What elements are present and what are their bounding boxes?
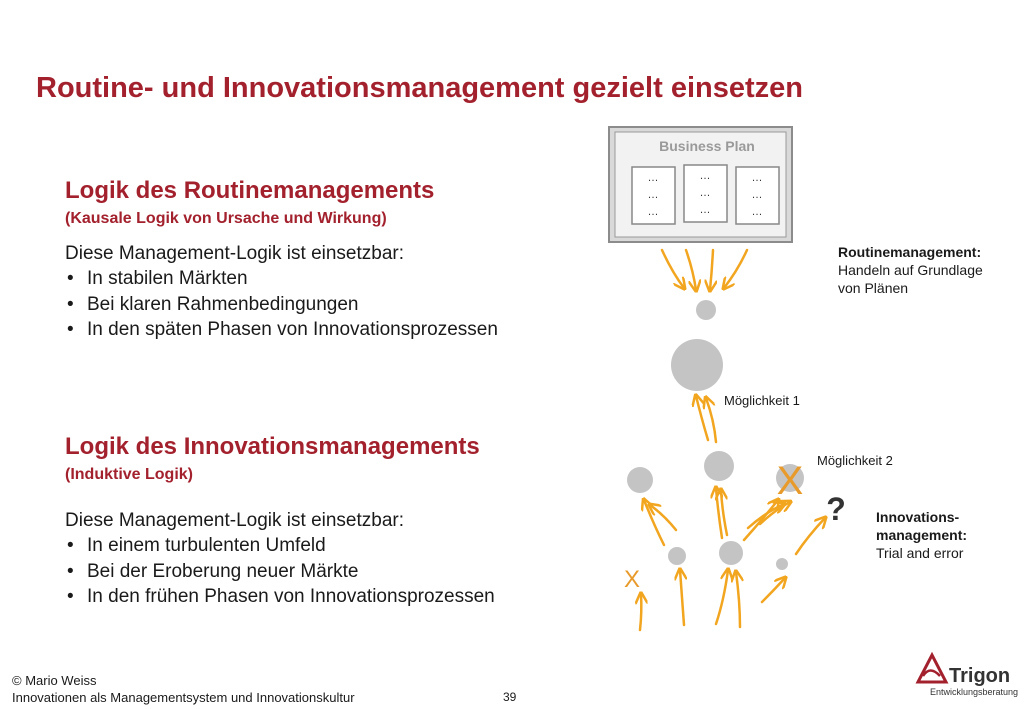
list-item: • Bei klaren Rahmenbedingungen	[65, 292, 498, 318]
innovation-bullet-list	[65, 533, 495, 610]
routine-bullet-list	[65, 266, 498, 343]
circle-center	[704, 451, 734, 481]
plan-cell: …	[751, 189, 763, 201]
plan-cell: …	[647, 172, 659, 184]
page-number: 39	[503, 690, 517, 704]
innovation-label-line: Trial and error	[876, 545, 964, 561]
question-mark: ?	[826, 491, 846, 527]
business-plan-title: Business Plan	[659, 138, 755, 154]
trigon-logo-name: Trigon	[949, 665, 1011, 687]
list-item: • In einem turbulenten Umfeld	[65, 533, 495, 559]
routine-arrows	[662, 250, 747, 290]
trigon-logo-icon	[918, 655, 946, 682]
innovation-label-title: Innovations-	[876, 509, 960, 525]
cross-mark-option-2: X	[776, 459, 804, 503]
routine-label-title: Routinemanagement:	[838, 244, 982, 260]
routine-section	[65, 177, 498, 343]
innovation-intro: Diese Management-Logik ist einsetzbar:	[65, 510, 405, 531]
plan-cell: …	[751, 172, 763, 184]
innovation-label	[876, 508, 967, 562]
trigon-logo-tagline: Entwicklungsberatung	[930, 687, 1019, 697]
list-item: • Bei der Eroberung neuer Märkte	[65, 559, 495, 585]
innovation-label-title: management:	[876, 527, 968, 543]
list-item: • In stabilen Märkten	[65, 266, 498, 292]
cross-mark-bottom: X	[623, 566, 641, 593]
list-item: • In den späten Phasen von Innovationsprozessen	[65, 317, 498, 343]
innovation-section	[65, 433, 495, 610]
circle-tiny	[776, 558, 788, 570]
routine-label	[838, 243, 983, 297]
plan-cell: …	[751, 206, 763, 218]
innovation-heading: Logik des Innovationsmanagements	[65, 433, 480, 460]
circle-small-1	[668, 547, 686, 565]
plan-cell: …	[699, 187, 711, 199]
option-2-label: Möglichkeit 2	[817, 453, 893, 468]
footer-copyright: © Mario Weiss	[12, 673, 97, 688]
option-1-label: Möglichkeit 1	[724, 393, 800, 408]
routine-label-line: von Plänen	[838, 280, 909, 296]
list-item: • In den frühen Phasen von Innovationsprozessen	[65, 584, 495, 610]
routine-heading: Logik des Routinemanagements	[65, 177, 435, 204]
circle-left	[627, 467, 653, 493]
plan-cell: …	[647, 189, 659, 201]
routine-subheading: (Kausale Logik von Ursache und Wirkung)	[65, 210, 387, 227]
slide-title: Routine- und Innovationsmanagement gezielt einsetzen	[36, 72, 803, 104]
circle-option-1	[671, 339, 723, 391]
routine-intro: Diese Management-Logik ist einsetzbar:	[65, 243, 405, 264]
footer-subtitle: Innovationen als Managementsystem und Innovationskultur	[12, 690, 355, 705]
option1-arrows	[696, 396, 716, 442]
routine-label-line: Handeln auf Grundlage	[838, 262, 983, 278]
plan-cell: …	[699, 204, 711, 216]
circle-top	[696, 300, 716, 320]
circle-small-2	[719, 541, 743, 565]
plan-cell: …	[699, 170, 711, 182]
innovation-subheading: (Induktive Logik)	[65, 466, 193, 483]
business-plan-board	[609, 127, 792, 242]
plan-cell: …	[647, 206, 659, 218]
